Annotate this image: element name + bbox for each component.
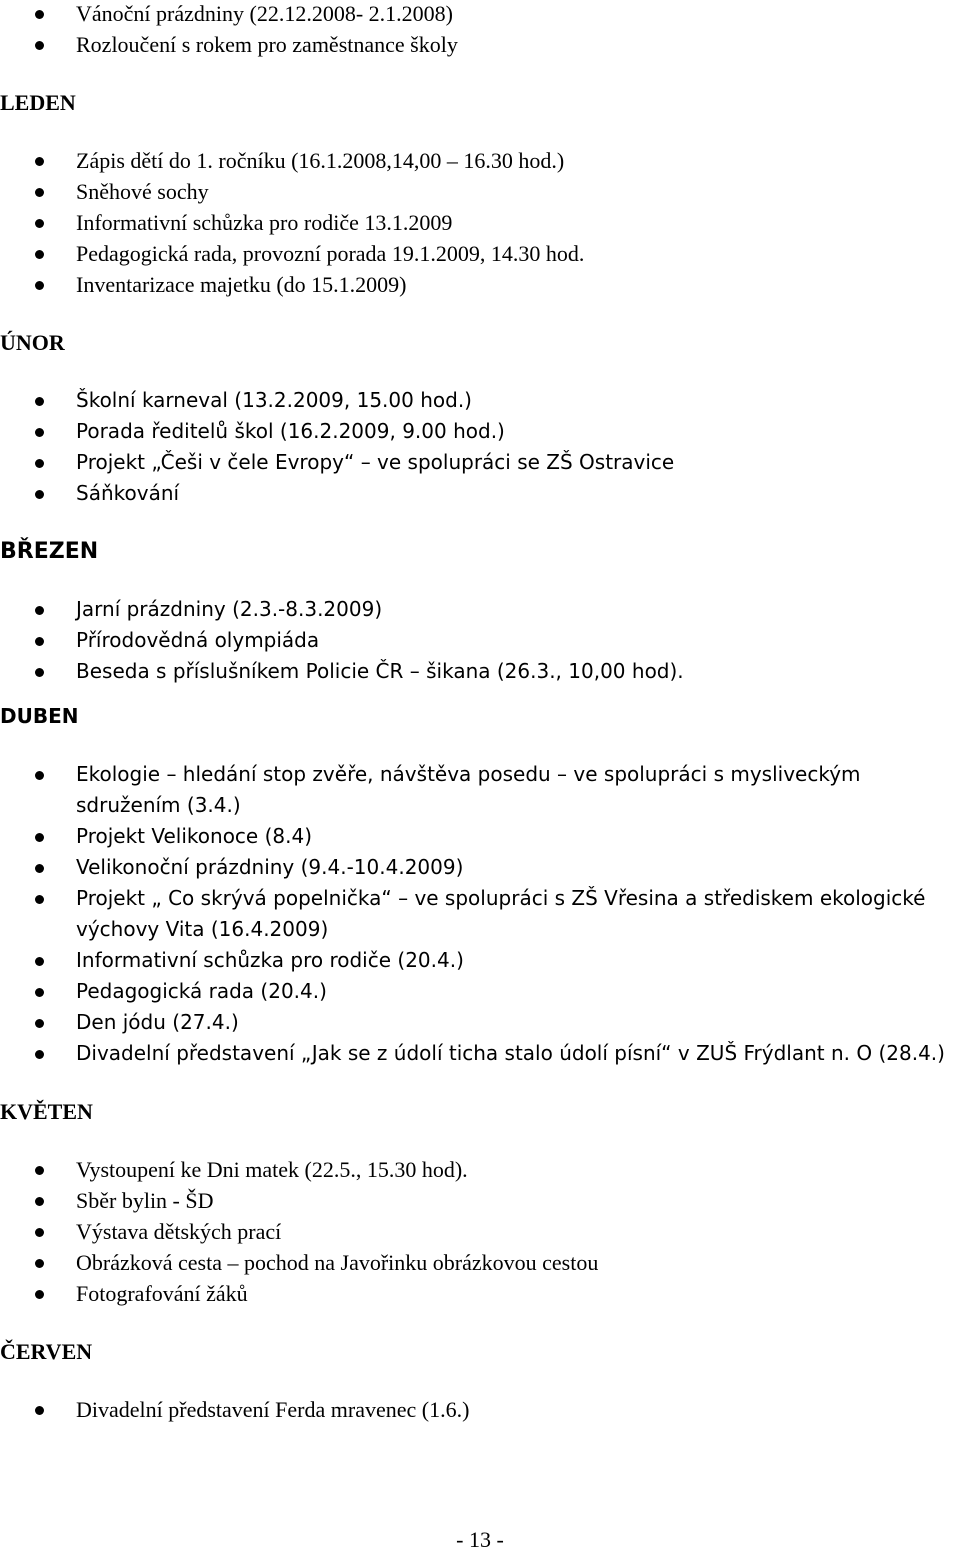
list-item xyxy=(0,29,960,60)
item-text: Fotografování žáků xyxy=(76,1281,248,1306)
item-text: Divadelní představení Ferda mravenec (1.6.) xyxy=(76,1397,470,1422)
bullet-icon xyxy=(35,41,44,50)
section-heading-leden: LEDEN xyxy=(0,90,76,115)
item-text: Beseda s příslušníkem Policie ČR – šikana (26.3., 10,00 hod). xyxy=(76,659,684,683)
item-text: Projekt „Češi v čele Evropy“ – ve spolupráci se ZŠ Ostravice xyxy=(76,450,675,474)
item-text: Vystoupení ke Dni matek (22.5., 15.30 hod). xyxy=(76,1157,468,1182)
bullet-icon xyxy=(35,957,44,966)
item-text: Sběr bylin - ŠD xyxy=(76,1188,214,1213)
bullet-icon xyxy=(35,771,44,780)
item-text: Sněhové sochy xyxy=(76,179,209,204)
page-number: - 13 - xyxy=(456,1527,504,1552)
bullet-icon xyxy=(35,1050,44,1059)
list-item xyxy=(0,656,960,687)
item-text: Přírodovědná olympiáda xyxy=(76,628,320,652)
section-heading-kveten: KVĚTEN xyxy=(0,1099,93,1124)
section-heading-brezen: BŘEZEN xyxy=(0,539,99,564)
bullet-icon xyxy=(35,1166,44,1175)
bullet-icon xyxy=(35,988,44,997)
bullet-icon xyxy=(35,10,44,19)
bullet-icon xyxy=(35,864,44,873)
bullet-icon xyxy=(35,1406,44,1415)
item-text: Obrázková cesta – pochod na Javořinku obrázkovou cestou xyxy=(76,1250,599,1275)
bullet-icon xyxy=(35,1259,44,1268)
list-item xyxy=(0,1278,960,1309)
bullet-icon xyxy=(35,668,44,677)
list-item xyxy=(0,883,960,945)
bullet-icon xyxy=(35,219,44,228)
list-item xyxy=(0,1038,960,1069)
bullet-icon xyxy=(35,1290,44,1299)
list-item xyxy=(0,1394,960,1425)
list-item xyxy=(0,447,960,478)
section-heading-cerven: ČERVEN xyxy=(0,1339,93,1364)
bullet-icon xyxy=(35,459,44,468)
item-text: Den jódu (27.4.) xyxy=(76,1010,239,1034)
bullet-icon xyxy=(35,250,44,259)
list-item xyxy=(0,416,960,447)
list-item xyxy=(0,1185,960,1216)
list-brezen xyxy=(0,594,960,687)
list-item xyxy=(0,0,960,29)
item-text: Pedagogická rada, provozní porada 19.1.2009, 14.30 hod. xyxy=(76,241,585,266)
item-text: Informativní schůzka pro rodiče 13.1.2009 xyxy=(76,210,453,235)
list-item xyxy=(0,976,960,1007)
bullet-icon xyxy=(35,428,44,437)
list-item xyxy=(0,1007,960,1038)
list-item xyxy=(0,1216,960,1247)
item-text: Porada ředitelů škol (16.2.2009, 9.00 hod.) xyxy=(76,419,505,443)
section-heading-unor: ÚNOR xyxy=(0,330,65,355)
bullet-icon xyxy=(35,606,44,615)
item-text: Školní karneval (13.2.2009, 15.00 hod.) xyxy=(76,388,472,412)
item-text: Projekt „ Co skrývá popelnička“ – ve spolupráci s ZŠ Vřesina a střediskem ekologické výchovy Vita (16.4.2009) xyxy=(76,886,926,941)
item-text: Projekt Velikonoce (8.4) xyxy=(76,824,313,848)
list-cerven xyxy=(0,1394,960,1425)
item-text: Výstava dětských prací xyxy=(76,1219,282,1244)
list-leden xyxy=(0,145,960,300)
bullet-icon xyxy=(35,188,44,197)
list-duben xyxy=(0,759,960,1069)
list-item xyxy=(0,269,960,300)
item-text: Sáňkování xyxy=(76,481,180,505)
item-text: Rozloučení s rokem pro zaměstnance školy xyxy=(76,32,458,57)
item-text: Jarní prázdniny (2.3.-8.3.2009) xyxy=(76,597,383,621)
bullet-icon xyxy=(35,1228,44,1237)
list-item xyxy=(0,594,960,625)
list-item xyxy=(0,145,960,176)
item-text: Ekologie – hledání stop zvěře, návštěva posedu – ve spolupráci s mysliveckým sdružením (3.4.) xyxy=(76,762,861,817)
item-text: Inventarizace majetku (do 15.1.2009) xyxy=(76,272,407,297)
section-heading-duben: DUBEN xyxy=(0,704,79,728)
bullet-icon xyxy=(35,157,44,166)
bullet-icon xyxy=(35,281,44,290)
top-list xyxy=(0,0,960,60)
list-item xyxy=(0,945,960,976)
list-item xyxy=(0,385,960,416)
item-text: Velikonoční prázdniny (9.4.-10.4.2009) xyxy=(76,855,464,879)
item-text: Zápis dětí do 1. ročníku (16.1.2008,14,00 – 16.30 hod.) xyxy=(76,148,565,173)
list-item xyxy=(0,625,960,656)
bullet-icon xyxy=(35,490,44,499)
list-item xyxy=(0,1154,960,1185)
list-item xyxy=(0,1247,960,1278)
item-text: Divadelní představení „Jak se z údolí ticha stalo údolí písní“ v ZUŠ Frýdlant n. O (28.4.) xyxy=(76,1041,945,1065)
bullet-icon xyxy=(35,1019,44,1028)
list-item xyxy=(0,176,960,207)
list-item xyxy=(0,821,960,852)
bullet-icon xyxy=(35,637,44,646)
list-item xyxy=(0,478,960,509)
list-kveten xyxy=(0,1154,960,1309)
list-unor xyxy=(0,385,960,509)
bullet-icon xyxy=(35,833,44,842)
bullet-icon xyxy=(35,895,44,904)
list-item xyxy=(0,759,960,821)
item-text: Informativní schůzka pro rodiče (20.4.) xyxy=(76,948,464,972)
bullet-icon xyxy=(35,397,44,406)
item-text: Pedagogická rada (20.4.) xyxy=(76,979,327,1003)
list-item xyxy=(0,852,960,883)
bullet-icon xyxy=(35,1197,44,1206)
list-item xyxy=(0,238,960,269)
item-text: Vánoční prázdniny (22.12.2008- 2.1.2008) xyxy=(76,1,453,26)
list-item xyxy=(0,207,960,238)
